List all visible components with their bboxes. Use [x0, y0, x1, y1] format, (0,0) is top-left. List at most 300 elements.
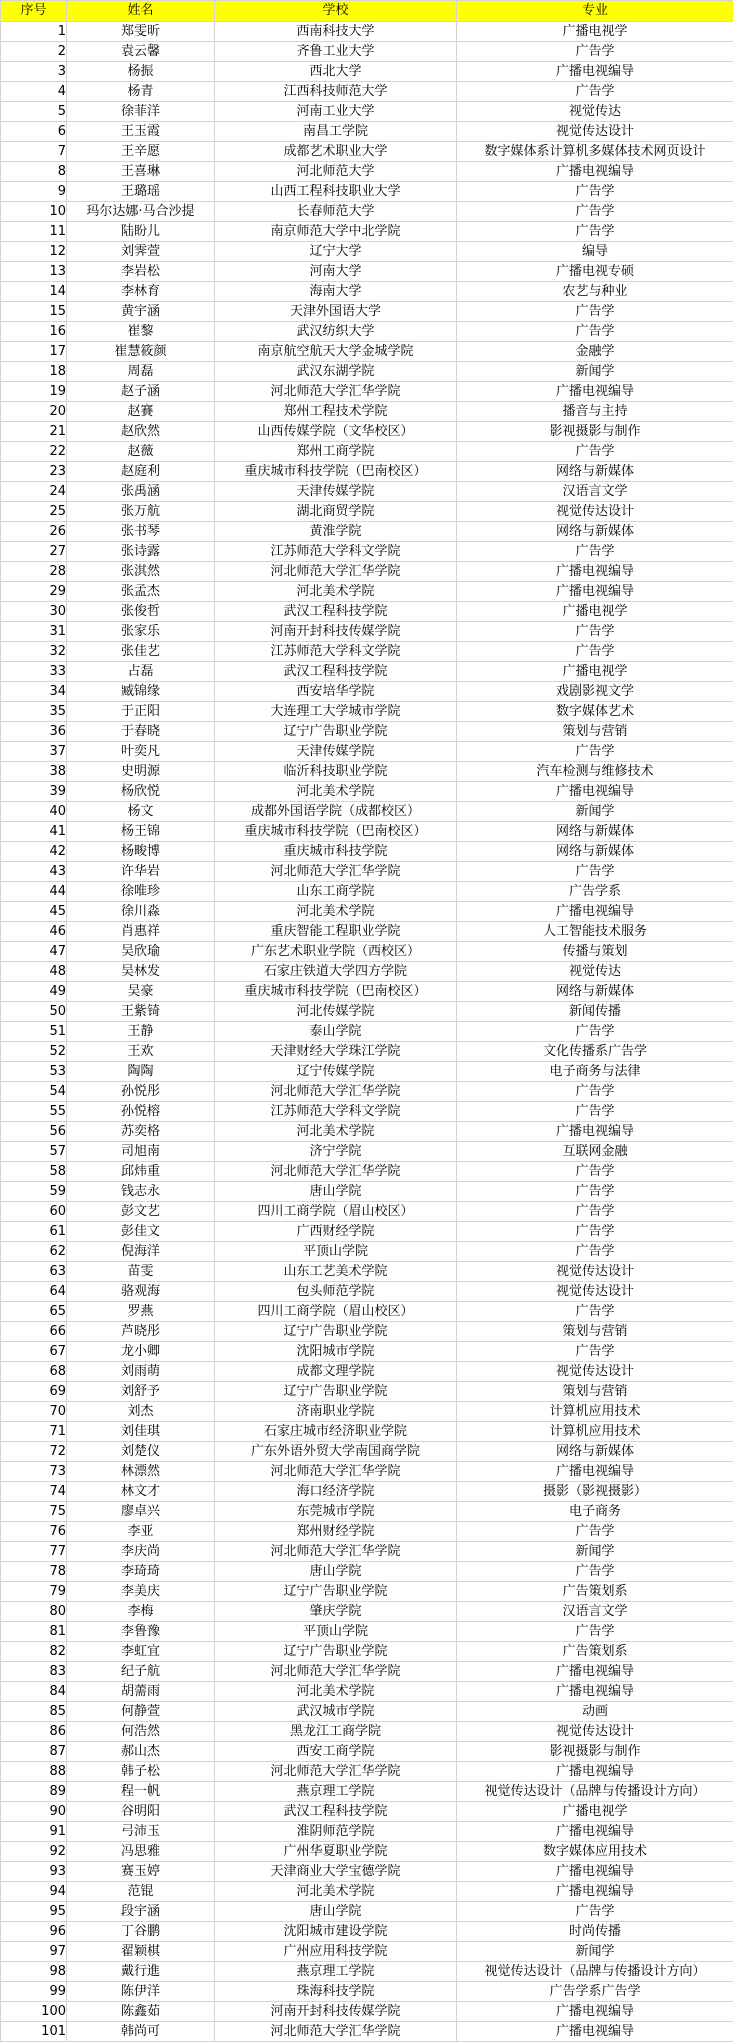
cell-school[interactable]: 广州应用科技学院	[215, 1942, 457, 1962]
cell-name[interactable]: 段宇涵	[67, 1902, 215, 1922]
cell-major[interactable]: 广告学系广告学	[457, 1982, 733, 2002]
cell-name[interactable]: 李琦琦	[67, 1562, 215, 1582]
cell-name[interactable]: 吴林发	[67, 962, 215, 982]
cell-name[interactable]: 丁谷鹏	[67, 1922, 215, 1942]
cell-major[interactable]: 网络与新媒体	[457, 1442, 733, 1462]
cell-major[interactable]: 电子商务	[457, 1502, 733, 1522]
cell-name[interactable]: 彭文艺	[67, 1202, 215, 1222]
cell-school[interactable]: 河北师范大学汇华学院	[215, 2022, 457, 2042]
cell-name[interactable]: 李美庆	[67, 1582, 215, 1602]
cell-name[interactable]: 王欢	[67, 1042, 215, 1062]
cell-school[interactable]: 唐山学院	[215, 1902, 457, 1922]
cell-no[interactable]: 54	[1, 1082, 67, 1102]
cell-school[interactable]: 黑龙江工商学院	[215, 1722, 457, 1742]
cell-major[interactable]: 广播电视编导	[457, 1662, 733, 1682]
cell-name[interactable]: 刘杰	[67, 1402, 215, 1422]
cell-school[interactable]: 辽宁广告职业学院	[215, 1642, 457, 1662]
cell-name[interactable]: 陆盼儿	[67, 222, 215, 242]
cell-no[interactable]: 28	[1, 562, 67, 582]
cell-major[interactable]: 视觉传达设计	[457, 1722, 733, 1742]
cell-school[interactable]: 湖北商贸学院	[215, 502, 457, 522]
cell-major[interactable]: 汉语言文学	[457, 1602, 733, 1622]
cell-no[interactable]: 49	[1, 982, 67, 1002]
cell-name[interactable]: 骆观海	[67, 1282, 215, 1302]
cell-major[interactable]: 视觉传达设计	[457, 1282, 733, 1302]
cell-school[interactable]: 沈阳城市建设学院	[215, 1922, 457, 1942]
cell-name[interactable]: 张诗露	[67, 542, 215, 562]
cell-major[interactable]: 广告学	[457, 742, 733, 762]
cell-no[interactable]: 88	[1, 1762, 67, 1782]
cell-major[interactable]: 广告学	[457, 1222, 733, 1242]
cell-no[interactable]: 46	[1, 922, 67, 942]
cell-school[interactable]: 成都艺术职业大学	[215, 142, 457, 162]
cell-no[interactable]: 13	[1, 262, 67, 282]
cell-school[interactable]: 山西传媒学院（文华校区）	[215, 422, 457, 442]
cell-no[interactable]: 30	[1, 602, 67, 622]
cell-school[interactable]: 天津商业大学宝德学院	[215, 1862, 457, 1882]
cell-major[interactable]: 计算机应用技术	[457, 1402, 733, 1422]
cell-no[interactable]: 5	[1, 102, 67, 122]
cell-major[interactable]: 广告学	[457, 82, 733, 102]
cell-school[interactable]: 河北师范大学汇华学院	[215, 862, 457, 882]
cell-no[interactable]: 98	[1, 1962, 67, 1982]
cell-school[interactable]: 河北美术学院	[215, 902, 457, 922]
cell-no[interactable]: 58	[1, 1162, 67, 1182]
cell-name[interactable]: 范锟	[67, 1882, 215, 1902]
cell-major[interactable]: 广播电视编导	[457, 782, 733, 802]
cell-school[interactable]: 河北师范大学汇华学院	[215, 1162, 457, 1182]
cell-school[interactable]: 广东艺术职业学院（西校区）	[215, 942, 457, 962]
cell-no[interactable]: 72	[1, 1442, 67, 1462]
cell-no[interactable]: 65	[1, 1302, 67, 1322]
cell-school[interactable]: 武汉纺织大学	[215, 322, 457, 342]
cell-major[interactable]: 广播电视编导	[457, 1682, 733, 1702]
cell-school[interactable]: 天津财经大学珠江学院	[215, 1042, 457, 1062]
cell-name[interactable]: 何静萱	[67, 1702, 215, 1722]
cell-major[interactable]: 广告学	[457, 1302, 733, 1322]
cell-school[interactable]: 淮阴师范学院	[215, 1822, 457, 1842]
cell-school[interactable]: 辽宁广告职业学院	[215, 722, 457, 742]
cell-school[interactable]: 山东工商学院	[215, 882, 457, 902]
cell-school[interactable]: 重庆智能工程职业学院	[215, 922, 457, 942]
cell-name[interactable]: 李虹宜	[67, 1642, 215, 1662]
cell-major[interactable]: 广播电视学	[457, 602, 733, 622]
cell-no[interactable]: 41	[1, 822, 67, 842]
cell-major[interactable]: 视觉传达设计（品牌与传播设计方向）	[457, 1782, 733, 1802]
cell-name[interactable]: 黄宇涵	[67, 302, 215, 322]
cell-school[interactable]: 广州华夏职业学院	[215, 1842, 457, 1862]
cell-name[interactable]: 崔黎	[67, 322, 215, 342]
cell-school[interactable]: 辽宁传媒学院	[215, 1062, 457, 1082]
cell-name[interactable]: 赵子涵	[67, 382, 215, 402]
cell-name[interactable]: 刘霁萱	[67, 242, 215, 262]
cell-no[interactable]: 37	[1, 742, 67, 762]
cell-name[interactable]: 吴欣瑜	[67, 942, 215, 962]
cell-no[interactable]: 84	[1, 1682, 67, 1702]
cell-name[interactable]: 刘佳琪	[67, 1422, 215, 1442]
cell-no[interactable]: 96	[1, 1922, 67, 1942]
cell-no[interactable]: 31	[1, 622, 67, 642]
cell-major[interactable]: 广告学系	[457, 882, 733, 902]
cell-major[interactable]: 广告学	[457, 1902, 733, 1922]
cell-school[interactable]: 广东外语外贸大学南国商学院	[215, 1442, 457, 1462]
cell-name[interactable]: 杨青	[67, 82, 215, 102]
cell-major[interactable]: 广播电视学	[457, 1802, 733, 1822]
cell-major[interactable]: 视觉传达	[457, 962, 733, 982]
cell-name[interactable]: 胡薷雨	[67, 1682, 215, 1702]
cell-school[interactable]: 河南开封科技传媒学院	[215, 622, 457, 642]
cell-no[interactable]: 52	[1, 1042, 67, 1062]
cell-school[interactable]: 南京师范大学中北学院	[215, 222, 457, 242]
cell-name[interactable]: 赵賽	[67, 402, 215, 422]
cell-school[interactable]: 西安工商学院	[215, 1742, 457, 1762]
cell-no[interactable]: 3	[1, 62, 67, 82]
cell-name[interactable]: 翟颖棋	[67, 1942, 215, 1962]
cell-name[interactable]: 廖卓兴	[67, 1502, 215, 1522]
cell-no[interactable]: 70	[1, 1402, 67, 1422]
cell-school[interactable]: 江西科技师范大学	[215, 82, 457, 102]
cell-school[interactable]: 辽宁大学	[215, 242, 457, 262]
cell-school[interactable]: 河北师范大学	[215, 162, 457, 182]
cell-no[interactable]: 55	[1, 1102, 67, 1122]
cell-name[interactable]: 林文才	[67, 1482, 215, 1502]
cell-school[interactable]: 包头师范学院	[215, 1282, 457, 1302]
cell-major[interactable]: 广播电视编导	[457, 562, 733, 582]
cell-no[interactable]: 61	[1, 1222, 67, 1242]
cell-major[interactable]: 广告学	[457, 1082, 733, 1102]
cell-name[interactable]: 杨文	[67, 802, 215, 822]
cell-school[interactable]: 河北师范大学汇华学院	[215, 1662, 457, 1682]
cell-no[interactable]: 48	[1, 962, 67, 982]
cell-name[interactable]: 郝山杰	[67, 1742, 215, 1762]
cell-name[interactable]: 何浩然	[67, 1722, 215, 1742]
cell-school[interactable]: 武汉东湖学院	[215, 362, 457, 382]
cell-major[interactable]: 网络与新媒体	[457, 822, 733, 842]
cell-school[interactable]: 黄淮学院	[215, 522, 457, 542]
cell-major[interactable]: 网络与新媒体	[457, 842, 733, 862]
cell-major[interactable]: 广告策划系	[457, 1582, 733, 1602]
cell-name[interactable]: 韩子松	[67, 1762, 215, 1782]
cell-no[interactable]: 76	[1, 1522, 67, 1542]
cell-major[interactable]: 广播电视编导	[457, 1462, 733, 1482]
cell-school[interactable]: 河南开封科技传媒学院	[215, 2002, 457, 2022]
cell-school[interactable]: 广西财经学院	[215, 1222, 457, 1242]
cell-major[interactable]: 广告学	[457, 302, 733, 322]
cell-school[interactable]: 重庆城市科技学院	[215, 842, 457, 862]
cell-major[interactable]: 广告学	[457, 182, 733, 202]
cell-school[interactable]: 山西工程科技职业大学	[215, 182, 457, 202]
cell-school[interactable]: 平顶山学院	[215, 1242, 457, 1262]
cell-school[interactable]: 四川工商学院（眉山校区）	[215, 1302, 457, 1322]
cell-name[interactable]: 郑雯昕	[67, 22, 215, 42]
cell-major[interactable]: 广告学	[457, 862, 733, 882]
cell-name[interactable]: 司旭南	[67, 1142, 215, 1162]
cell-no[interactable]: 51	[1, 1022, 67, 1042]
cell-school[interactable]: 成都外国语学院（成都校区）	[215, 802, 457, 822]
cell-no[interactable]: 34	[1, 682, 67, 702]
cell-name[interactable]: 苗雯	[67, 1262, 215, 1282]
cell-major[interactable]: 广告学	[457, 1202, 733, 1222]
cell-name[interactable]: 张禹涵	[67, 482, 215, 502]
cell-name[interactable]: 张淇然	[67, 562, 215, 582]
cell-name[interactable]: 臧锦缘	[67, 682, 215, 702]
cell-no[interactable]: 99	[1, 1982, 67, 2002]
cell-major[interactable]: 新闻学	[457, 1542, 733, 1562]
cell-name[interactable]: 冯思雅	[67, 1842, 215, 1862]
cell-name[interactable]: 孙悦榕	[67, 1102, 215, 1122]
cell-school[interactable]: 南昌工学院	[215, 122, 457, 142]
cell-major[interactable]: 动画	[457, 1702, 733, 1722]
cell-school[interactable]: 郑州工商学院	[215, 442, 457, 462]
header-school[interactable]: 学校	[215, 1, 457, 22]
cell-name[interactable]: 杨王锦	[67, 822, 215, 842]
cell-major[interactable]: 广播电视编导	[457, 1882, 733, 1902]
cell-school[interactable]: 沈阳城市学院	[215, 1342, 457, 1362]
cell-no[interactable]: 59	[1, 1182, 67, 1202]
cell-major[interactable]: 策划与营销	[457, 1322, 733, 1342]
cell-major[interactable]: 电子商务与法律	[457, 1062, 733, 1082]
cell-school[interactable]: 辽宁广告职业学院	[215, 1582, 457, 1602]
cell-no[interactable]: 68	[1, 1362, 67, 1382]
cell-major[interactable]: 网络与新媒体	[457, 982, 733, 1002]
cell-no[interactable]: 75	[1, 1502, 67, 1522]
cell-major[interactable]: 汽车检测与维修技术	[457, 762, 733, 782]
cell-no[interactable]: 44	[1, 882, 67, 902]
cell-major[interactable]: 广播电视编导	[457, 902, 733, 922]
cell-no[interactable]: 12	[1, 242, 67, 262]
cell-major[interactable]: 新闻学	[457, 362, 733, 382]
cell-major[interactable]: 互联网金融	[457, 1142, 733, 1162]
cell-school[interactable]: 江苏师范大学科文学院	[215, 642, 457, 662]
cell-major[interactable]: 数字媒体系计算机多媒体技术网页设计	[457, 142, 733, 162]
cell-school[interactable]: 山东工艺美术学院	[215, 1262, 457, 1282]
cell-school[interactable]: 海口经济学院	[215, 1482, 457, 1502]
cell-no[interactable]: 29	[1, 582, 67, 602]
cell-major[interactable]: 广播电视编导	[457, 2022, 733, 2042]
cell-name[interactable]: 张家乐	[67, 622, 215, 642]
cell-no[interactable]: 16	[1, 322, 67, 342]
cell-major[interactable]: 广播电视编导	[457, 2002, 733, 2022]
cell-major[interactable]: 广播电视编导	[457, 1822, 733, 1842]
cell-school[interactable]: 武汉城市学院	[215, 1702, 457, 1722]
cell-major[interactable]: 文化传播系广告学	[457, 1042, 733, 1062]
cell-name[interactable]: 王辛愿	[67, 142, 215, 162]
cell-no[interactable]: 89	[1, 1782, 67, 1802]
cell-name[interactable]: 叶奕凡	[67, 742, 215, 762]
cell-name[interactable]: 纪子航	[67, 1662, 215, 1682]
cell-no[interactable]: 94	[1, 1882, 67, 1902]
cell-major[interactable]: 广告策划系	[457, 1642, 733, 1662]
cell-major[interactable]: 人工智能技术服务	[457, 922, 733, 942]
cell-no[interactable]: 19	[1, 382, 67, 402]
cell-no[interactable]: 24	[1, 482, 67, 502]
cell-school[interactable]: 海南大学	[215, 282, 457, 302]
cell-no[interactable]: 87	[1, 1742, 67, 1762]
cell-no[interactable]: 40	[1, 802, 67, 822]
cell-major[interactable]: 视觉传达设计	[457, 1362, 733, 1382]
cell-no[interactable]: 93	[1, 1862, 67, 1882]
cell-name[interactable]: 周磊	[67, 362, 215, 382]
cell-school[interactable]: 河北美术学院	[215, 582, 457, 602]
cell-major[interactable]: 广告学	[457, 202, 733, 222]
cell-school[interactable]: 济南职业学院	[215, 1402, 457, 1422]
cell-school[interactable]: 武汉工程科技学院	[215, 662, 457, 682]
cell-school[interactable]: 东莞城市学院	[215, 1502, 457, 1522]
cell-no[interactable]: 14	[1, 282, 67, 302]
cell-major[interactable]: 广告学	[457, 1102, 733, 1122]
cell-major[interactable]: 广告学	[457, 42, 733, 62]
cell-name[interactable]: 崔慧筱颜	[67, 342, 215, 362]
cell-major[interactable]: 网络与新媒体	[457, 522, 733, 542]
cell-name[interactable]: 陈鑫茹	[67, 2002, 215, 2022]
cell-name[interactable]: 倪海洋	[67, 1242, 215, 1262]
cell-major[interactable]: 广播电视学	[457, 22, 733, 42]
cell-school[interactable]: 唐山学院	[215, 1562, 457, 1582]
cell-no[interactable]: 39	[1, 782, 67, 802]
cell-school[interactable]: 石家庄铁道大学四方学院	[215, 962, 457, 982]
cell-name[interactable]: 杨畯博	[67, 842, 215, 862]
cell-name[interactable]: 王玉霞	[67, 122, 215, 142]
cell-name[interactable]: 芦晓彤	[67, 1322, 215, 1342]
cell-name[interactable]: 陶陶	[67, 1062, 215, 1082]
cell-name[interactable]: 刘雨萌	[67, 1362, 215, 1382]
cell-major[interactable]: 视觉传达	[457, 102, 733, 122]
cell-name[interactable]: 谷明阳	[67, 1802, 215, 1822]
cell-major[interactable]: 广告学	[457, 1242, 733, 1262]
cell-school[interactable]: 天津传媒学院	[215, 742, 457, 762]
cell-school[interactable]: 西安培华学院	[215, 682, 457, 702]
cell-no[interactable]: 10	[1, 202, 67, 222]
cell-no[interactable]: 32	[1, 642, 67, 662]
cell-major[interactable]: 农艺与种业	[457, 282, 733, 302]
cell-no[interactable]: 20	[1, 402, 67, 422]
cell-major[interactable]: 新闻学	[457, 802, 733, 822]
cell-major[interactable]: 新闻传播	[457, 1002, 733, 1022]
cell-name[interactable]: 张俊哲	[67, 602, 215, 622]
cell-no[interactable]: 23	[1, 462, 67, 482]
cell-name[interactable]: 李庆尚	[67, 1542, 215, 1562]
cell-major[interactable]: 广播电视编导	[457, 1862, 733, 1882]
cell-school[interactable]: 重庆城市科技学院（巴南校区）	[215, 822, 457, 842]
cell-no[interactable]: 90	[1, 1802, 67, 1822]
cell-major[interactable]: 广播电视编导	[457, 382, 733, 402]
cell-major[interactable]: 影视摄影与制作	[457, 1742, 733, 1762]
cell-no[interactable]: 78	[1, 1562, 67, 1582]
cell-school[interactable]: 河北传媒学院	[215, 1002, 457, 1022]
cell-school[interactable]: 四川工商学院（眉山校区）	[215, 1202, 457, 1222]
cell-school[interactable]: 武汉工程科技学院	[215, 1802, 457, 1822]
cell-name[interactable]: 李林育	[67, 282, 215, 302]
cell-no[interactable]: 2	[1, 42, 67, 62]
cell-major[interactable]: 广告学	[457, 1562, 733, 1582]
cell-name[interactable]: 杨欣悦	[67, 782, 215, 802]
cell-major[interactable]: 播音与主持	[457, 402, 733, 422]
cell-major[interactable]: 数字媒体应用技术	[457, 1842, 733, 1862]
cell-name[interactable]: 张书琴	[67, 522, 215, 542]
cell-name[interactable]: 龙小卿	[67, 1342, 215, 1362]
cell-major[interactable]: 网络与新媒体	[457, 462, 733, 482]
cell-no[interactable]: 8	[1, 162, 67, 182]
cell-school[interactable]: 西南科技大学	[215, 22, 457, 42]
cell-name[interactable]: 徐菲洋	[67, 102, 215, 122]
cell-major[interactable]: 时尚传播	[457, 1922, 733, 1942]
cell-no[interactable]: 79	[1, 1582, 67, 1602]
cell-name[interactable]: 吴豪	[67, 982, 215, 1002]
cell-major[interactable]: 广播电视编导	[457, 582, 733, 602]
cell-name[interactable]: 苏奕格	[67, 1122, 215, 1142]
cell-major[interactable]: 新闻学	[457, 1942, 733, 1962]
cell-no[interactable]: 66	[1, 1322, 67, 1342]
cell-no[interactable]: 7	[1, 142, 67, 162]
cell-major[interactable]: 广告学	[457, 1522, 733, 1542]
cell-school[interactable]: 河北师范大学汇华学院	[215, 1462, 457, 1482]
cell-no[interactable]: 11	[1, 222, 67, 242]
cell-name[interactable]: 赵薇	[67, 442, 215, 462]
cell-no[interactable]: 42	[1, 842, 67, 862]
cell-no[interactable]: 17	[1, 342, 67, 362]
cell-school[interactable]: 河北师范大学汇华学院	[215, 1542, 457, 1562]
cell-no[interactable]: 25	[1, 502, 67, 522]
cell-major[interactable]: 广告学	[457, 642, 733, 662]
cell-major[interactable]: 广播电视编导	[457, 1762, 733, 1782]
cell-no[interactable]: 60	[1, 1202, 67, 1222]
cell-no[interactable]: 21	[1, 422, 67, 442]
cell-no[interactable]: 26	[1, 522, 67, 542]
cell-no[interactable]: 101	[1, 2022, 67, 2042]
cell-name[interactable]: 赵庭利	[67, 462, 215, 482]
cell-school[interactable]: 济宁学院	[215, 1142, 457, 1162]
cell-major[interactable]: 计算机应用技术	[457, 1422, 733, 1442]
cell-major[interactable]: 戏剧影视文学	[457, 682, 733, 702]
cell-school[interactable]: 重庆城市科技学院（巴南校区）	[215, 462, 457, 482]
cell-major[interactable]: 传播与策划	[457, 942, 733, 962]
header-name[interactable]: 姓名	[67, 1, 215, 22]
header-no[interactable]: 序号	[1, 1, 67, 22]
cell-name[interactable]: 罗燕	[67, 1302, 215, 1322]
cell-name[interactable]: 李亚	[67, 1522, 215, 1542]
cell-school[interactable]: 辽宁广告职业学院	[215, 1322, 457, 1342]
cell-name[interactable]: 孙悦彤	[67, 1082, 215, 1102]
cell-no[interactable]: 1	[1, 22, 67, 42]
cell-no[interactable]: 77	[1, 1542, 67, 1562]
cell-name[interactable]: 张孟杰	[67, 582, 215, 602]
cell-school[interactable]: 唐山学院	[215, 1182, 457, 1202]
cell-name[interactable]: 杨振	[67, 62, 215, 82]
cell-name[interactable]: 王喜琳	[67, 162, 215, 182]
cell-name[interactable]: 占磊	[67, 662, 215, 682]
cell-school[interactable]: 河北师范大学汇华学院	[215, 382, 457, 402]
cell-name[interactable]: 玛尔达娜·马合沙提	[67, 202, 215, 222]
cell-name[interactable]: 程一帆	[67, 1782, 215, 1802]
cell-no[interactable]: 85	[1, 1702, 67, 1722]
cell-school[interactable]: 燕京理工学院	[215, 1962, 457, 1982]
cell-no[interactable]: 64	[1, 1282, 67, 1302]
cell-no[interactable]: 62	[1, 1242, 67, 1262]
cell-major[interactable]: 广告学	[457, 1622, 733, 1642]
cell-name[interactable]: 李鲁豫	[67, 1622, 215, 1642]
cell-name[interactable]: 弓沛玉	[67, 1822, 215, 1842]
cell-school[interactable]: 武汉工程科技学院	[215, 602, 457, 622]
cell-major[interactable]: 广告学	[457, 542, 733, 562]
cell-name[interactable]: 陈伊洋	[67, 1982, 215, 2002]
cell-name[interactable]: 张万航	[67, 502, 215, 522]
cell-no[interactable]: 53	[1, 1062, 67, 1082]
cell-school[interactable]: 泰山学院	[215, 1022, 457, 1042]
cell-major[interactable]: 策划与营销	[457, 1382, 733, 1402]
cell-school[interactable]: 齐鲁工业大学	[215, 42, 457, 62]
cell-no[interactable]: 57	[1, 1142, 67, 1162]
cell-school[interactable]: 河南工业大学	[215, 102, 457, 122]
